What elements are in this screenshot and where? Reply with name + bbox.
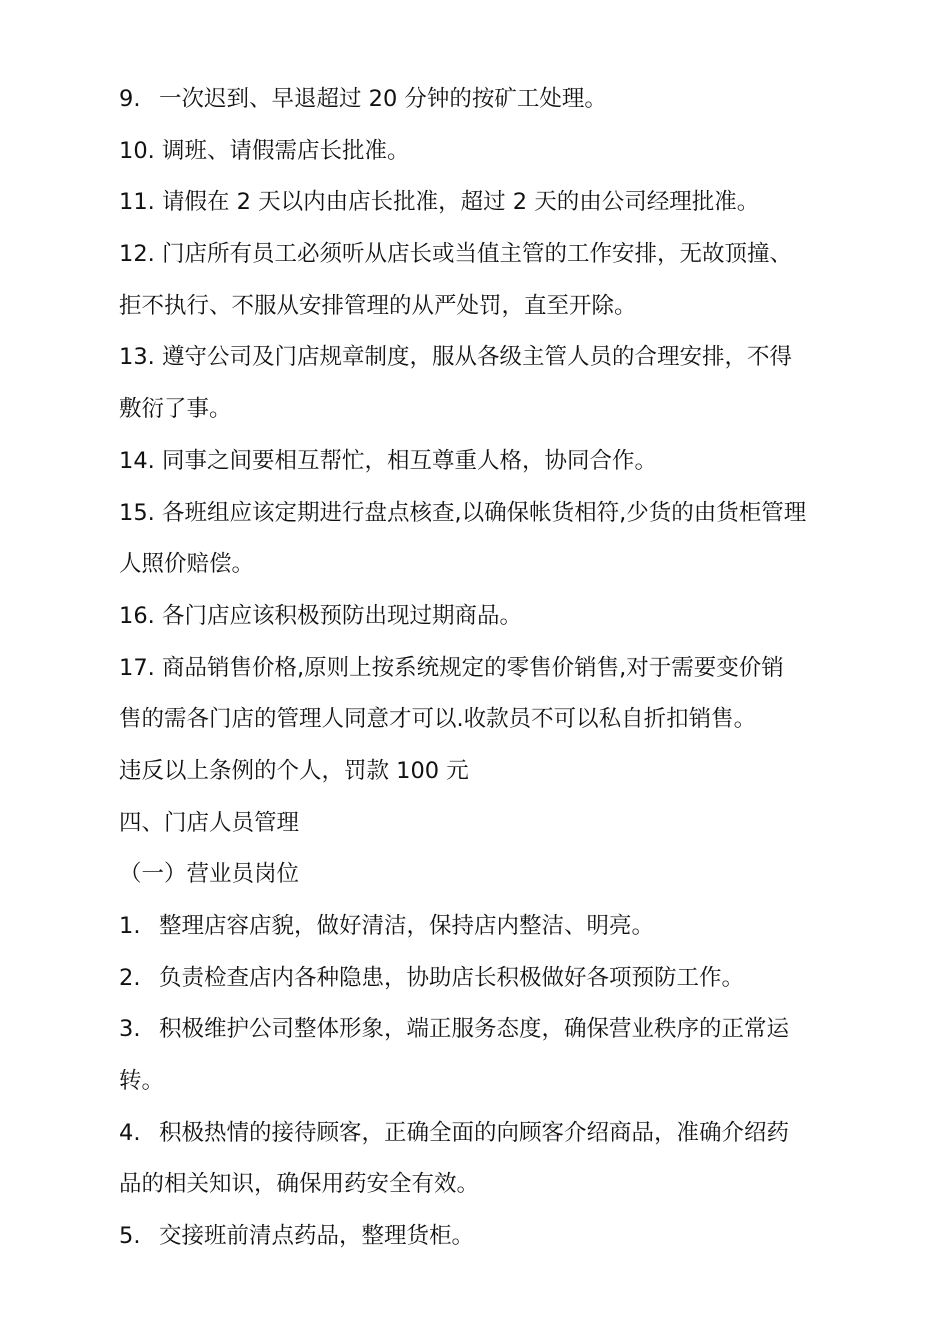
text-line <box>119 901 839 953</box>
text-line <box>119 332 839 384</box>
text-line <box>119 849 839 901</box>
text-line <box>119 436 839 488</box>
item-number: 14. <box>119 447 155 474</box>
line-text: 售的需各门店的管理人同意才可以.收款员不可以私自折扣销售。 <box>119 706 757 733</box>
line-text: 交接班前清点药品，整理货柜。 <box>159 1223 475 1250</box>
text-line <box>119 539 839 591</box>
line-text: 敷衍了事。 <box>119 396 232 423</box>
text-line <box>119 953 839 1005</box>
line-text: 负责检查店内各种隐患，协助店长积极做好各项预防工作。 <box>159 964 745 991</box>
item-number: 17. <box>119 654 155 681</box>
text-line <box>119 177 839 229</box>
line-text: 违反以上条例的个人，罚款 100 元 <box>119 757 469 784</box>
text-line <box>119 229 839 281</box>
line-text: 同事之间要相互帮忙，相互尊重人格，协同合作。 <box>154 447 657 474</box>
line-text: 人照价赔偿。 <box>119 551 255 578</box>
item-number: 12. <box>119 241 155 268</box>
text-line <box>119 1056 839 1108</box>
line-text: 转。 <box>119 1068 165 1095</box>
text-line <box>119 694 839 746</box>
text-line <box>119 281 839 333</box>
item-number: 2. <box>119 964 141 991</box>
text-line <box>119 798 839 850</box>
text-line <box>119 746 839 798</box>
line-text: 品的相关知识，确保用药安全有效。 <box>119 1171 480 1198</box>
line-text: 门店所有员工必须听从店长或当值主管的工作安排，无故顶撞、 <box>154 241 792 268</box>
item-number: 1. <box>119 913 141 939</box>
line-text: 商品销售价格,原则上按系统规定的零售价销售,对于需要变价销 <box>154 654 784 681</box>
line-text: 请假在 2 天以内由店长批准，超过 2 天的由公司经理批准。 <box>154 189 760 216</box>
text-line <box>119 1108 839 1160</box>
line-text: 拒不执行、不服从安排管理的从严处罚，直至开除。 <box>119 292 637 319</box>
item-number: 4. <box>119 1119 141 1146</box>
item-number: 5. <box>119 1223 141 1250</box>
document-page <box>119 74 839 1263</box>
item-number: 15. <box>119 499 155 526</box>
line-text: 调班、请假需店长批准。 <box>154 137 410 164</box>
text-line <box>119 126 839 178</box>
text-line <box>119 488 839 540</box>
item-number: 13. <box>119 344 155 371</box>
text-line <box>119 1004 839 1056</box>
item-number: 10. <box>119 137 155 164</box>
line-text: 积极热情的接待顾客，正确全面的向顾客介绍商品，准确介绍药 <box>159 1119 790 1146</box>
line-text: 整理店容店貌，做好清洁，保持店内整洁、明亮。 <box>159 913 655 939</box>
text-line <box>119 74 839 126</box>
text-line <box>119 1211 839 1263</box>
line-text: 遵守公司及门店规章制度，服从各级主管人员的合理安排，不得 <box>154 344 792 371</box>
line-text: 各门店应该积极预防出现过期商品。 <box>154 602 522 629</box>
line-text: 积极维护公司整体形象，端正服务态度，确保营业秩序的正常运 <box>159 1016 790 1043</box>
text-line <box>119 384 839 436</box>
item-number: 3. <box>119 1016 141 1043</box>
text-line <box>119 1159 839 1211</box>
line-text: （一）营业员岗位 <box>119 861 300 888</box>
text-line <box>119 643 839 695</box>
item-number: 11. <box>119 189 155 216</box>
line-text: 四、门店人员管理 <box>119 809 300 836</box>
line-text: 一次迟到、早退超过 20 分钟的按矿工处理。 <box>159 86 607 112</box>
item-number: 16. <box>119 602 155 629</box>
item-number: 9. <box>119 86 141 112</box>
line-text: 各班组应该定期进行盘点核查,以确保帐货相符,少货的由货柜管理 <box>154 499 807 526</box>
text-line <box>119 591 839 643</box>
